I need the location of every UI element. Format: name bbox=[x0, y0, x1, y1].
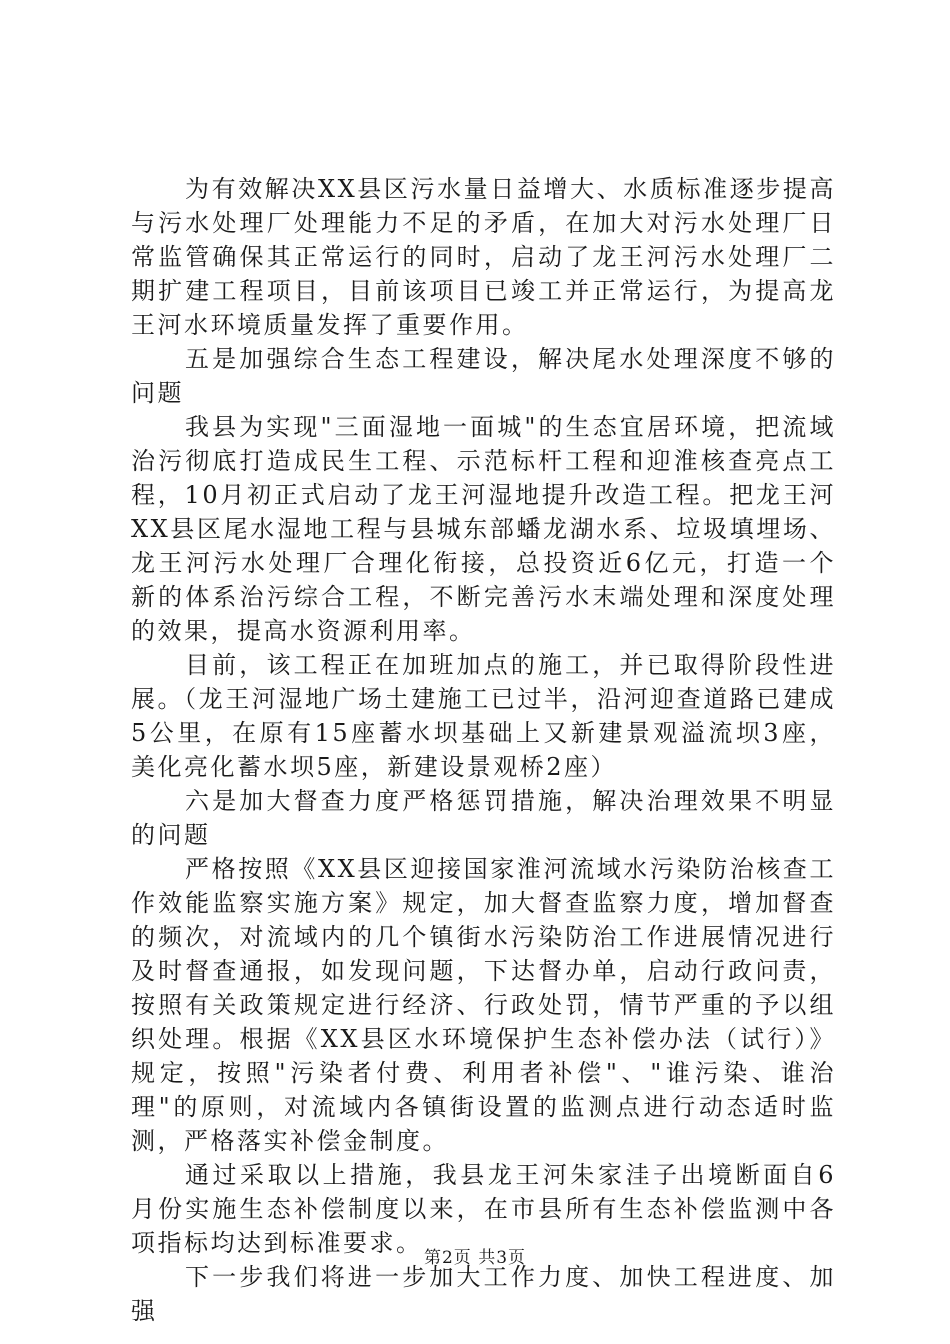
paragraph-supervision: 严格按照《XX县区迎接国家淮河流域水污染防治核查工作效能监察实施方案》规定，加大督查监察力度，增加督查的频次，对流域内的几个镇街水污染防治工作进展情况进行及时督查通报，如发现问题，下达督办单，启动行政问责，按照有关政策规定进行经济、行政处罚，情节严重的予以组织处理。根据《XX县区水环境保护生态补偿办法（试行）》规定，按照"污染者付费、利用者补偿"、"谁污染、谁治理"的原则，对流域内各镇街设置的监测点进行动态适时监测，严格落实补偿金制度。 bbox=[131, 855, 836, 1155]
heading-item-five: 五是加强综合生态工程建设，解决尾水处理深度不够的问题 bbox=[131, 345, 836, 407]
heading-item-six: 六是加大督查力度严格惩罚措施，解决治理效果不明显的问题 bbox=[131, 787, 836, 849]
page-number-footer: 第2页 共3页 bbox=[423, 1248, 527, 1268]
document-body bbox=[131, 172, 836, 1328]
paragraph-results: 通过采取以上措施，我县龙王河朱家洼子出境断面自6月份实施生态补偿制度以来，在市县所有生态补偿监测中各项指标均达到标准要求。 bbox=[131, 1161, 836, 1257]
paragraph-next-steps: 下一步我们将进一步加大工作力度、加快工程进度、加强 bbox=[131, 1263, 836, 1325]
paragraph-project-progress: 目前，该工程正在加班加点的施工，并已取得阶段性进展。（龙王河湿地广场土建施工已过半，沿河迎查道路已建成5公里，在原有15座蓄水坝基础上又新建景观溢流坝3座，美化亮化蓄水坝5座，新建设景观桥2座） bbox=[131, 651, 836, 781]
paragraph-sewage-plant-expansion: 为有效解决XX县区污水量日益增大、水质标准逐步提高与污水处理厂处理能力不足的矛盾，在加大对污水处理厂日常监管确保其正常运行的同时，启动了龙王河污水处理厂二期扩建工程项目，目前该项目已竣工并正常运行，为提高龙王河水环境质量发挥了重要作用。 bbox=[131, 175, 836, 339]
paragraph-wetland-project: 我县为实现"三面湿地一面城"的生态宜居环境，把流域治污彻底打造成民生工程、示范标杆工程和迎淮核查亮点工程，10月初正式启动了龙王河湿地提升改造工程。把龙王河XX县区尾水湿地工程与县城东部蟠龙湖水系、垃圾填埋场、龙王河污水处理厂合理化衔接，总投资近6亿元，打造一个新的体系治污综合工程，不断完善污水末端处理和深度处理的效果，提高水资源利用率。 bbox=[131, 413, 836, 645]
